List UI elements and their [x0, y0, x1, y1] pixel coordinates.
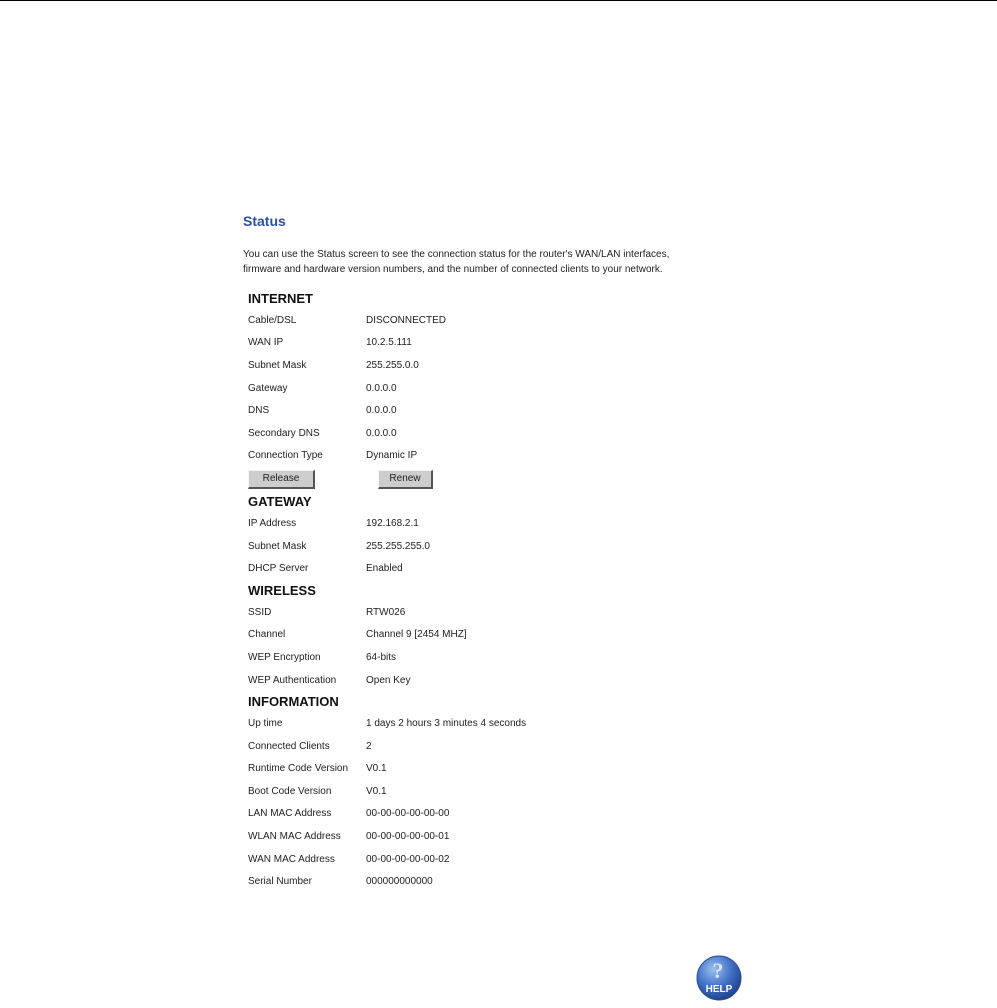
help-label: HELP — [705, 984, 733, 995]
row-label: IP Address — [248, 517, 297, 529]
internet-row-dns — [248, 399, 803, 422]
internet-row-cable-dsl — [248, 309, 803, 332]
information-heading: INFORMATION — [248, 694, 339, 710]
row-value: 0.0.0.0 — [366, 382, 397, 394]
row-value: 0.0.0.0 — [366, 427, 397, 439]
gateway-row-dhcp-server — [248, 557, 803, 580]
row-value: Enabled — [366, 563, 403, 575]
page-title: Status — [243, 213, 286, 229]
information-row-up-time — [248, 712, 803, 735]
intro-line: You can use the Status screen to see the connection status for the router's WAN/LAN interfaces, — [243, 249, 670, 260]
gateway-row-subnet-mask — [248, 535, 803, 558]
row-value: 00-00-00-00-00-01 — [366, 831, 450, 843]
row-value: V0.1 — [366, 785, 387, 797]
wireless-row-ssid — [248, 601, 803, 624]
row-label: DHCP Server — [248, 563, 309, 575]
intro-line: firmware and hardware version numbers, and the number of connected clients to your network. — [243, 264, 663, 275]
row-label: WAN MAC Address — [248, 853, 335, 865]
status-page — [243, 212, 803, 893]
row-label: Up time — [248, 718, 283, 730]
row-label: Subnet Mask — [248, 540, 307, 552]
row-label: Subnet Mask — [248, 359, 307, 371]
information-row-boot-code-version — [248, 780, 803, 803]
top-divider — [0, 0, 997, 1]
row-value: 64-bits — [366, 651, 397, 663]
status-sections — [243, 288, 803, 893]
row-value: 00-00-00-00-00-00 — [366, 808, 450, 820]
row-label: Boot Code Version — [248, 785, 332, 797]
internet-row-wan-ip — [248, 332, 803, 355]
row-label: Gateway — [248, 382, 288, 394]
row-value: Dynamic IP — [366, 450, 418, 462]
row-label: WLAN MAC Address — [248, 831, 341, 843]
row-label: WEP Encryption — [248, 651, 321, 663]
information-row-wlan-mac-address — [248, 825, 803, 848]
row-value: V0.1 — [366, 763, 387, 775]
row-value: Channel 9 [2454 MHZ] — [366, 629, 467, 641]
row-label: DNS — [248, 405, 270, 417]
internet-row-subnet-mask — [248, 354, 803, 377]
internet-actions — [248, 467, 803, 491]
renew-button[interactable]: Renew — [378, 470, 433, 489]
information-row-serial-number — [248, 870, 803, 893]
wireless-row-wep-encryption — [248, 646, 803, 669]
row-label: Connection Type — [248, 450, 323, 462]
row-value: 1 days 2 hours 3 minutes 4 seconds — [366, 718, 527, 730]
internet-row-connection-type — [248, 445, 803, 468]
wireless-row-wep-authentication — [248, 669, 803, 692]
row-label: Serial Number — [248, 876, 312, 888]
wireless-heading: WIRELESS — [248, 582, 316, 598]
information-row-runtime-code-version — [248, 758, 803, 781]
row-value: 192.168.2.1 — [366, 517, 419, 529]
help-glyph: ? — [712, 958, 724, 983]
information-row-wan-mac-address — [248, 848, 803, 871]
gateway-heading: GATEWAY — [248, 494, 312, 510]
row-value: RTW026 — [366, 606, 406, 618]
internet-row-gateway — [248, 377, 803, 400]
help-button[interactable] — [695, 954, 743, 1002]
help-icon — [695, 954, 743, 1002]
row-value: DISCONNECTED — [366, 314, 447, 326]
internet-row-secondary-dns — [248, 422, 803, 445]
information-row-lan-mac-address — [248, 803, 803, 826]
row-value: 10.2.5.111 — [366, 337, 412, 349]
row-label: SSID — [248, 606, 272, 618]
row-value: 0.0.0.0 — [366, 405, 397, 417]
information-row-connected-clients — [248, 735, 803, 758]
intro-text — [243, 247, 783, 277]
row-label: Channel — [248, 629, 286, 641]
wireless-row-channel — [248, 624, 803, 647]
internet-heading: INTERNET — [248, 291, 313, 306]
row-label: Connected Clients — [248, 740, 330, 752]
row-value: 2 — [366, 740, 372, 752]
row-value: Open Key — [366, 674, 411, 686]
row-label: Runtime Code Version — [248, 763, 349, 775]
row-label: LAN MAC Address — [248, 808, 332, 820]
row-value: 255.255.0.0 — [366, 359, 419, 371]
row-label: WAN IP — [248, 337, 284, 349]
row-label: Cable/DSL — [248, 314, 297, 326]
row-label: Secondary DNS — [248, 427, 320, 439]
row-value: 000000000000 — [366, 876, 433, 888]
row-value: 255.255.255.0 — [366, 540, 430, 552]
row-label: WEP Authentication — [248, 674, 337, 686]
release-button[interactable]: Release — [248, 470, 315, 489]
gateway-row-ip-address — [248, 512, 803, 535]
row-value: 00-00-00-00-00-02 — [366, 853, 450, 865]
